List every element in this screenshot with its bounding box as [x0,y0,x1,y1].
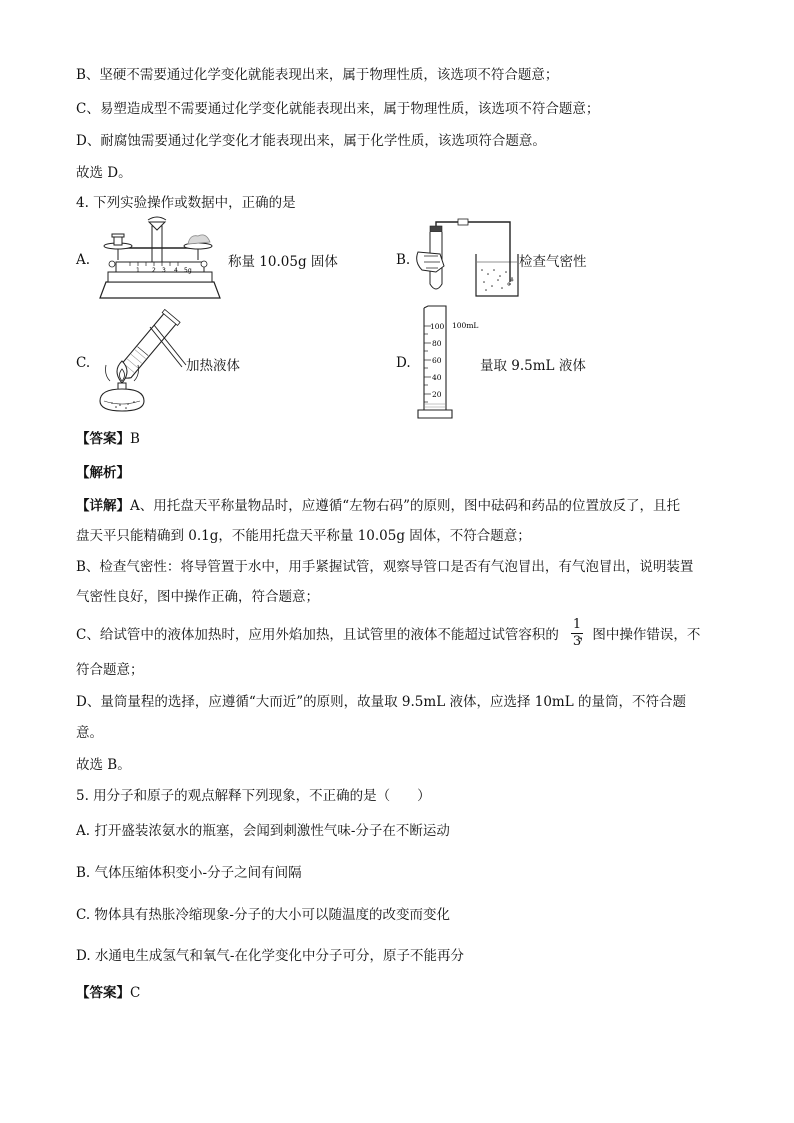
balance-illustration [94,216,226,302]
cylinder-mark-80: 80 [432,339,442,348]
question-5-option-c: C. 物体具有热胀冷缩现象-分子的大小可以随温度的改变而变化 [76,907,450,923]
question-5-stem: 5. 用分子和原子的观点解释下列现象，不正确的是（ ） [76,788,431,804]
question-5-option-a: A. 打开盛装浓氨水的瓶塞，会闻到刺激性气味-分子在不断运动 [76,823,450,839]
balance-scale-number: 5g [184,267,192,274]
option-d-letter: D. [396,355,411,371]
question-5-option-b: B. 气体压缩体积变小-分子之间有间隔 [76,865,302,881]
cylinder-mark-20: 20 [432,390,442,399]
detail-text-tail: ，图中操作错误，不 [578,627,701,643]
option-c-text: 加热液体 [186,358,240,374]
answer-5 [76,984,140,1002]
option-b-text: 检查气密性 [519,254,587,270]
balance-scale-number: 2 [152,267,156,274]
detail-tag: 【详解】 [76,498,130,514]
question-4-stem: 4. 下列实验操作或数据中，正确的是 [76,195,296,211]
option-b-letter: B. [396,252,411,268]
explanation-line-c: C、易塑造成型不需要通过化学变化就能表现出来，属于物理性质，该选项不符合题意； [76,101,600,117]
detail-4-p3a [76,626,700,644]
cylinder-mark-60: 60 [432,356,442,365]
detail-text: A、用托盘天平称量物品时，应遵循“左物右码”的原则，图中砝码和药品的位置放反了，且托 [130,498,681,514]
graduated-cylinder-illustration [414,304,484,422]
detail-4-p4b: 意。 [76,725,103,741]
fraction-one-third [571,618,583,649]
answer-tag: 【答案】 [76,431,130,447]
detail-4-p1b: 盘天平只能精确到 0.1g，不能用托盘天平称量 10.05g 固体，不符合题意； [76,528,531,544]
balance-scale-number: 1 [136,267,140,274]
explanation-line-d: D、耐腐蚀需要通过化学变化才能表现出来，属于化学性质，该选项符合题意。 [76,133,546,149]
question-5-option-d: D. 水通电生成氢气和氧气-在化学变化中分子可分，原子不能再分 [76,948,464,964]
answer-tag: 【答案】 [76,985,130,1001]
detail-4-p2a: B、检查气密性：将导管置于水中，用手紧握试管，观察导管口是否有气泡冒出，有气泡冒出，说明装置 [76,559,694,575]
analysis-tag: 【解析】 [76,465,130,481]
answer-value: B [130,431,140,447]
explanation-conclusion: 故选 D。 [76,165,132,181]
heating-liquid-illustration [92,305,188,417]
analysis-4 [76,464,130,482]
detail-text: C、给试管中的液体加热时，应用外焰加热，且试管里的液体不能超过试管容积的 [76,627,559,643]
option-a-letter: A. [76,252,91,268]
detail-4-p2b: 气密性良好，图中操作正确，符合题意； [76,589,319,605]
fraction-numerator: 1 [572,617,582,632]
detail-4-p1a [76,497,680,515]
airtightness-illustration [414,218,520,300]
option-d-text: 量取 9.5mL 液体 [480,358,586,374]
cylinder-capacity: 100mL [452,321,479,330]
detail-4-p3b: 符合题意； [76,662,144,678]
cylinder-mark-100: 100 [430,322,445,331]
explanation-line-b: B、坚硬不需要通过化学变化就能表现出来，属于物理性质，该选项不符合题意； [76,67,559,83]
fraction-denominator: 3 [572,634,582,649]
answer-4 [76,430,140,448]
detail-4-conclusion: 故选 B。 [76,757,131,773]
detail-4-p4a: D、量筒量程的选择，应遵循“大而近”的原则，故量取 9.5mL 液体，应选择 10mL 的量筒，不符合题 [76,694,686,710]
balance-scale-number: 4 [174,267,178,274]
cylinder-mark-40: 40 [432,373,442,382]
balance-scale-number: 3 [162,267,166,274]
answer-value: C [130,985,141,1001]
option-c-letter: C. [76,355,91,371]
option-a-text: 称量 10.05g 固体 [228,254,338,270]
